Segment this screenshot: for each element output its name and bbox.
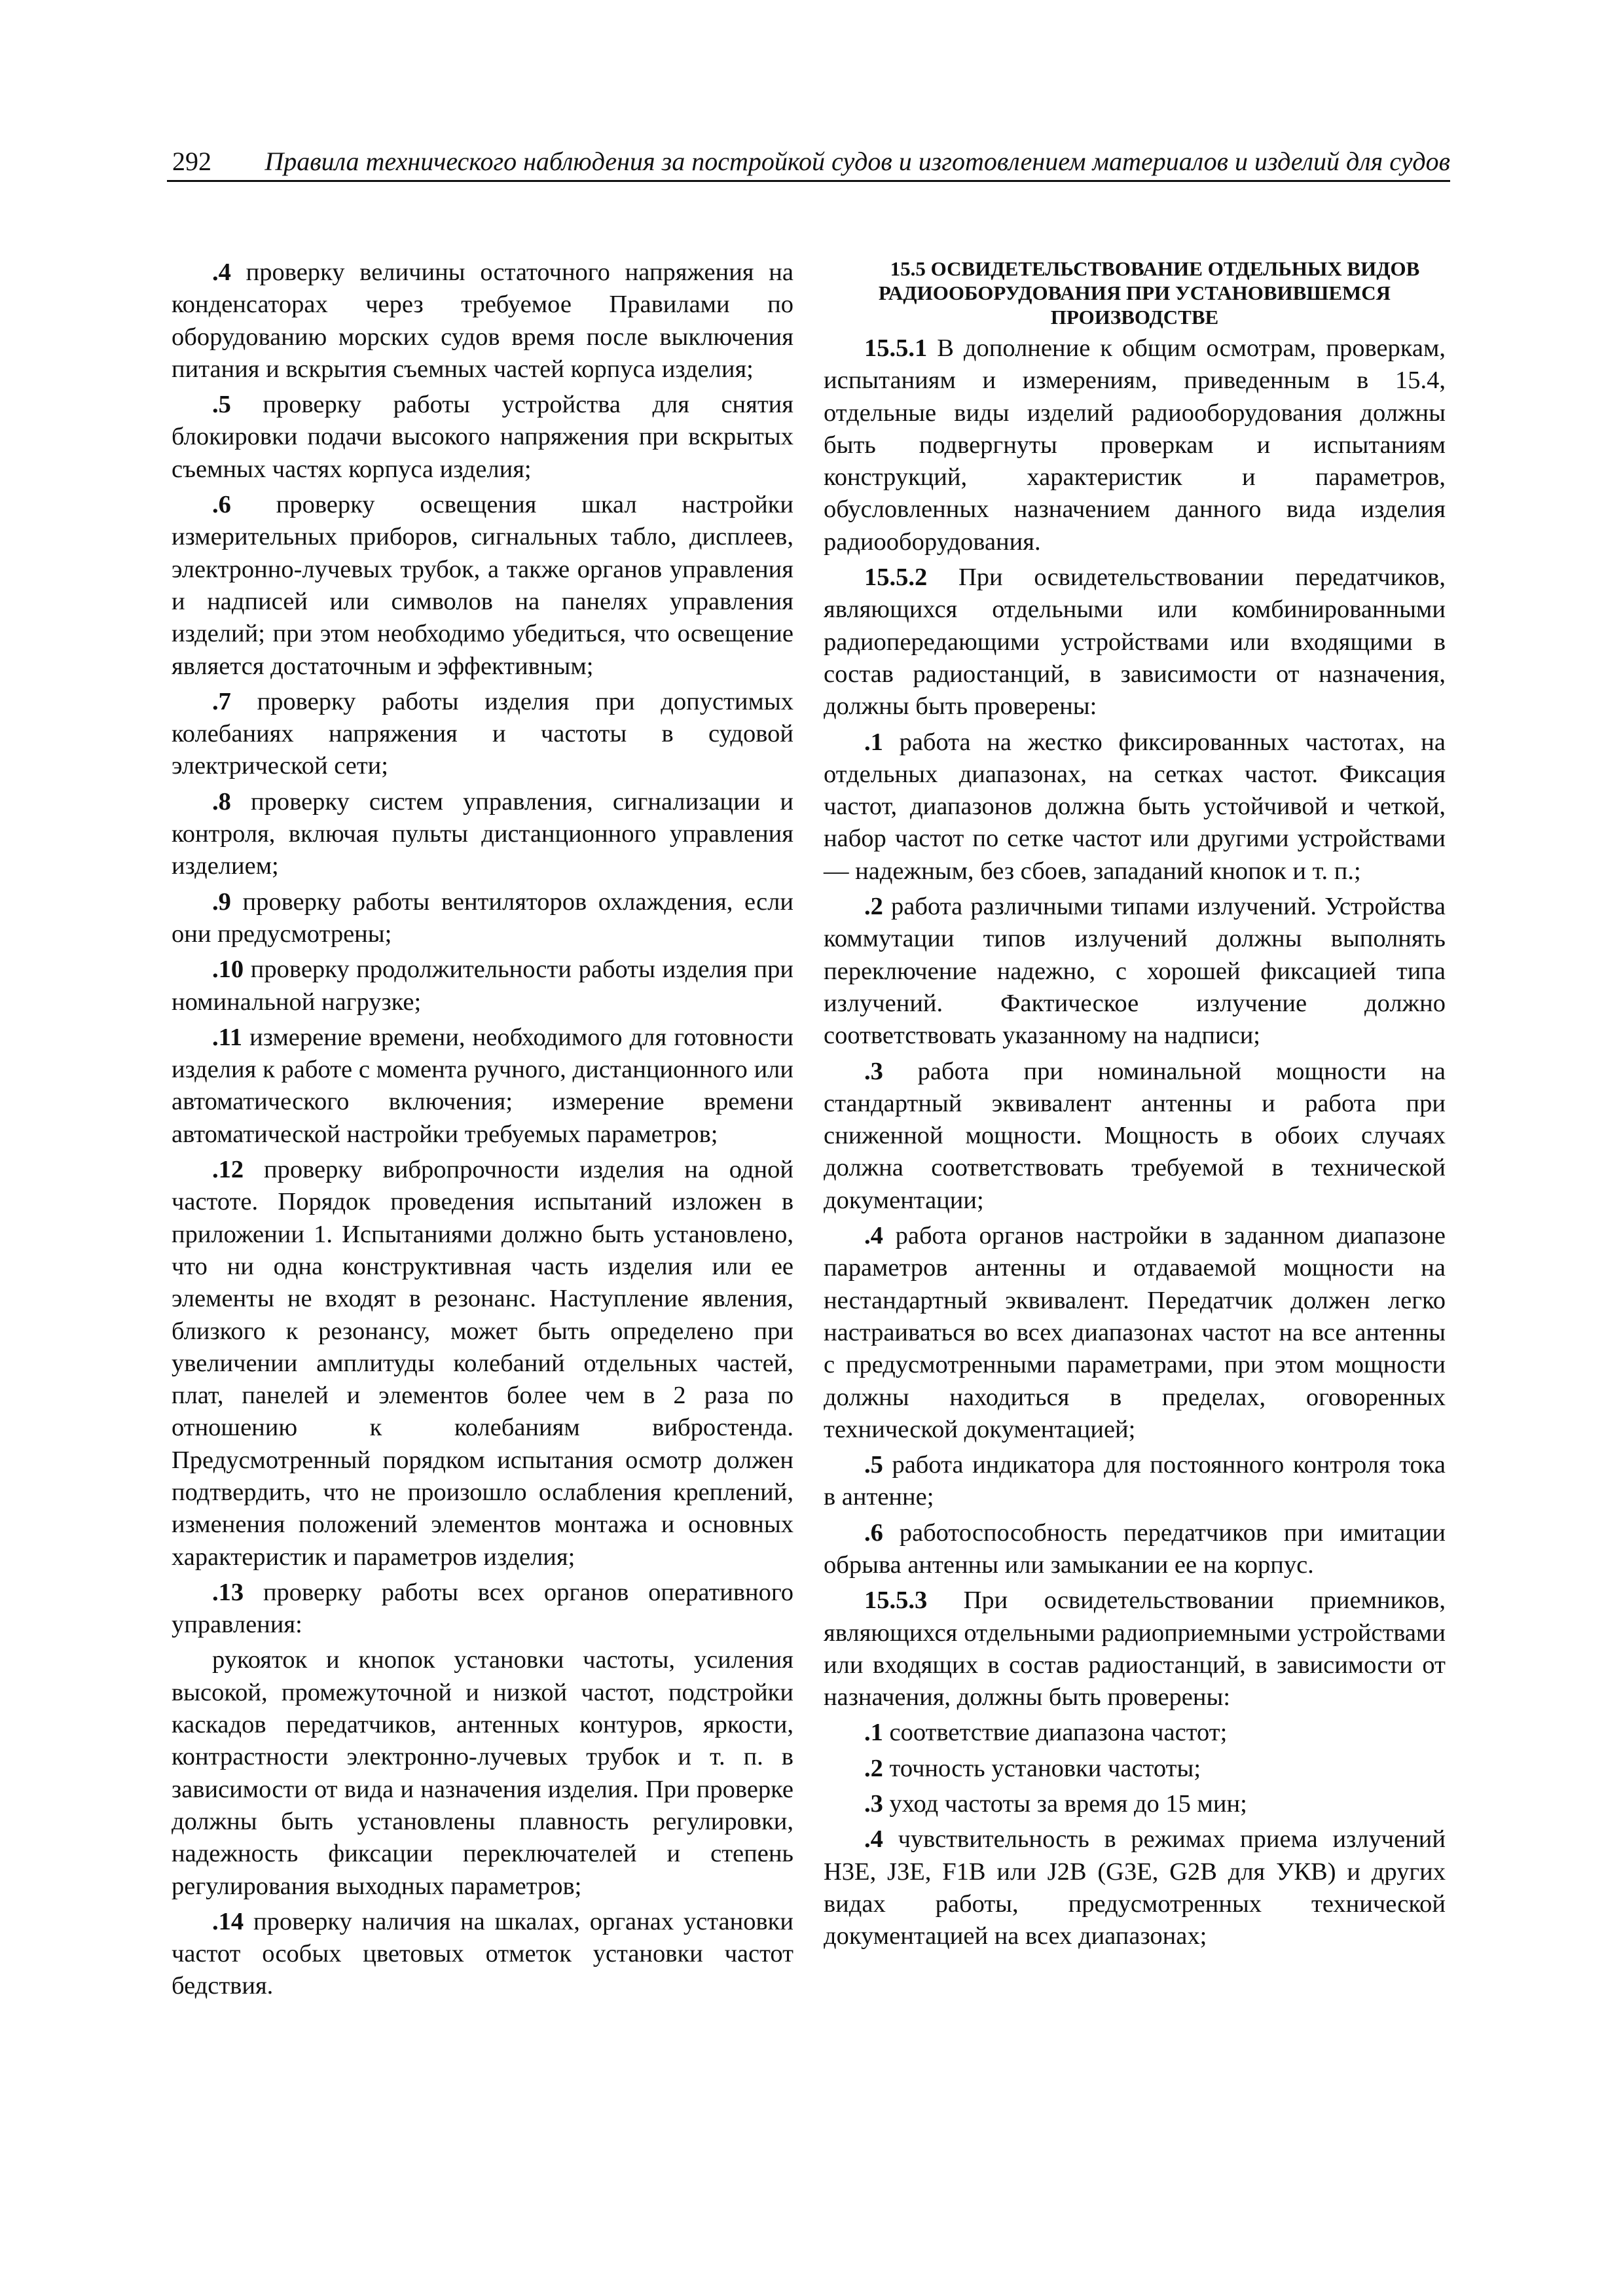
paragraph [172, 1154, 793, 1573]
item-text: работа различными типами излучений. Устройства коммутации типов излучений должны выполнять переключение надежно, с хорошей фиксацией типа излучений. Фактическое излучение должно соответствовать указанному на надписи; [824, 893, 1446, 1050]
item-number: .3 [864, 1790, 883, 1818]
paragraph [824, 1753, 1446, 1785]
paragraph [824, 332, 1446, 558]
section-title: 15.5 ОСВИДЕТЕЛЬСТВОВАНИЕ ОТДЕЛЬНЫХ ВИДОВ РАДИООБОРУДОВАНИЯ ПРИ УСТАНОВИВШЕМСЯ ПРОИЗВОДСТВЕ [878, 257, 1420, 329]
paragraph [172, 489, 793, 683]
item-number: .7 [212, 687, 231, 715]
clause-number: 15.5.2 [864, 564, 928, 592]
clause-text: При освидетельствовании приемников, являющихся отдельными радиоприемными устройствами или входящих в состав радиостанций, в зависимости от назначения, должны быть проверены: [824, 1587, 1446, 1712]
item-text: рукояток и кнопок установки частоты, усиления высокой, промежуточной и низкой частот, подстройки каскадов передатчиков, антенных контуров, яркости, контрастности электронно-лучевых трубок и т. п. в зависимости от вида и назначения изделия. При проверке должны быть установлены плавность регулировки, надежность фиксации переключателей и степень регулирования выходных параметров; [172, 1646, 793, 1900]
paragraph [172, 1022, 793, 1151]
item-number: .5 [864, 1451, 883, 1479]
clause-number: 15.5.3 [864, 1587, 928, 1615]
paragraph [824, 726, 1446, 888]
paragraph [172, 389, 793, 486]
item-number: .4 [212, 259, 231, 286]
left-column [172, 257, 793, 2006]
item-text: проверку продолжительности работы изделия при номинальной нагрузке; [172, 956, 793, 1016]
item-number: .1 [864, 1719, 883, 1747]
item-text: проверку вибропрочности изделия на одной частоте. Порядок проведения испытаний изложен в приложении 1. Испытаниями должно быть установлено, что ни одна конструктивная часть изделия или ее элементы не входят в резонанс. Наступление явления, близкого к резонансу, может быть определено при увеличении амплитуды колебаний отдельных частей, плат, панелей и элементов более чем в 2 раза по отношению к колебаниям вибростенда. Предусмотренный порядком испытания осмотр должен подтвердить, что не произошло ослабления креплений, изменения положений элементов монтажа и основных характеристик и параметров изделия; [172, 1156, 793, 1571]
item-number: .2 [864, 1754, 883, 1782]
item-number: .8 [212, 787, 231, 816]
paragraph [172, 1906, 793, 2003]
running-title: Правила технического наблюдения за постройкой судов и изготовлением материалов и изделий для судов [264, 147, 1450, 176]
paragraph [172, 954, 793, 1018]
item-text: измерение времени, необходимого для готовности изделия к работе с момента ручного, дистанционного или автоматического включения; измерение времени автоматической настройки требуемых параметров; [172, 1023, 793, 1148]
item-text: проверку наличия на шкалах, органах установки частот особых цветовых отметок установки частот бедствия. [172, 1907, 793, 2000]
item-text: работа органов настройки в заданном диапазоне параметров антенны и отдаваемой мощности на нестандартный эквивалент. Передатчик должен легко настраиваться во всех диапазонах частот на все антенны с предусмотренными параметрами, при этом мощности должны находиться в пределах, оговоренных технической документацией; [824, 1222, 1446, 1443]
item-text: проверку работы изделия при допустимых колебаниях напряжения и частоты в судовой электрической сети; [172, 687, 793, 780]
item-text: работа на жестко фиксированных частотах, на отдельных диапазонах, на сетках частот. Фиксация частот, диапазонов должна быть устойчивой и четкой, набор частот по сетке частот или другими устройствами — надежным, без сбоев, западаний кнопок и т. п.; [824, 728, 1446, 885]
clause-text: При освидетельствовании передатчиков, являющихся отдельными или комбинированными радиопередающими устройствами или входящими в состав радиостанций, в зависимости от назначения, должны быть проверены: [824, 564, 1446, 721]
item-number: .2 [864, 893, 883, 921]
item-number: .12 [212, 1156, 244, 1184]
item-text: проверку систем управления, сигнализации и контроля, включая пульты дистанционного управления изделием; [172, 787, 793, 880]
item-number: .9 [212, 888, 231, 916]
item-text: чувствительность в режимах приема излучений H3E, J3E, F1B или J2B (G3E, G2B для УКВ) и других видах работы, предусмотренных технической документацией на всех диапазонах; [824, 1825, 1446, 1950]
item-number: .5 [212, 391, 231, 419]
paragraph [824, 1717, 1446, 1749]
paragraph [824, 891, 1446, 1052]
paragraph [824, 1056, 1446, 1217]
item-number: .11 [212, 1023, 243, 1051]
paragraph [824, 1585, 1446, 1713]
paragraph [824, 1823, 1446, 1952]
item-number: .3 [864, 1057, 883, 1085]
paragraph [172, 686, 793, 783]
paragraph [172, 886, 793, 951]
item-number: .10 [212, 956, 244, 984]
item-number: .14 [212, 1907, 244, 1935]
item-text: проверку величины остаточного напряжения на конденсаторах через требуемое Правилами по оборудованию морских судов время после выключения питания и вскрытия съемных частей корпуса изделия; [172, 259, 793, 383]
item-text: работоспособность передатчиков при имитации обрыва антенны или замыкании ее на корпус. [824, 1518, 1446, 1579]
paragraph [172, 1577, 793, 1641]
paragraph [172, 786, 793, 883]
item-text: проверку работы всех органов оперативного управления: [172, 1578, 793, 1639]
clause-number: 15.5.1 [864, 334, 928, 362]
clause-text: В дополнение к общим осмотрам, проверкам, испытаниям и измерениям, приведенным в 15.4, отдельные виды изделий радиооборудования должны быть подвергнуты проверкам и испытаниям конструкций, характеристик и параметров, обусловленных назначением данного вида изделия радиооборудования. [824, 334, 1446, 556]
item-text: соответствие диапазона частот; [883, 1719, 1228, 1747]
paragraph [824, 1788, 1446, 1820]
paragraph [824, 562, 1446, 723]
item-text: точность установки частоты; [883, 1754, 1201, 1782]
paragraph [824, 1517, 1446, 1582]
item-text: проверку освещения шкал настройки измерительных приборов, сигнальных табло, дисплеев, электронно-лучевых трубок, а также органов управления и надписей или символов на панелях управления изделий; при этом необходимо убедиться, что освещение является достаточным и эффективным; [172, 491, 793, 680]
paragraph [824, 1449, 1446, 1514]
paragraph [824, 1220, 1446, 1446]
item-number: .13 [212, 1578, 244, 1606]
item-number: .4 [864, 1222, 883, 1250]
page-number: 292 [172, 147, 211, 176]
item-text: проверку работы устройства для снятия блокировки подачи высокого напряжения при вскрытых съемных частях корпуса изделия; [172, 391, 793, 483]
item-number: .1 [864, 728, 883, 756]
item-number: .6 [212, 491, 231, 519]
paragraph [172, 1644, 793, 1902]
item-text: проверку работы вентиляторов охлаждения, если они предусмотрены; [172, 888, 793, 948]
paragraph [172, 257, 793, 386]
item-text: работа индикатора для постоянного контроля тока в антенне; [824, 1451, 1446, 1511]
item-number: .4 [864, 1825, 883, 1854]
item-text: работа при номинальной мощности на стандартный эквивалент антенны и работа при сниженной мощности. Мощность в обоих случаях должна соответствовать требуемой в технической документации; [824, 1057, 1446, 1214]
header-rule [167, 180, 1450, 182]
item-number: .6 [864, 1518, 883, 1547]
item-text: уход частоты за время до 15 мин; [883, 1790, 1247, 1818]
right-column [824, 257, 1446, 1956]
page-header [167, 143, 1450, 182]
